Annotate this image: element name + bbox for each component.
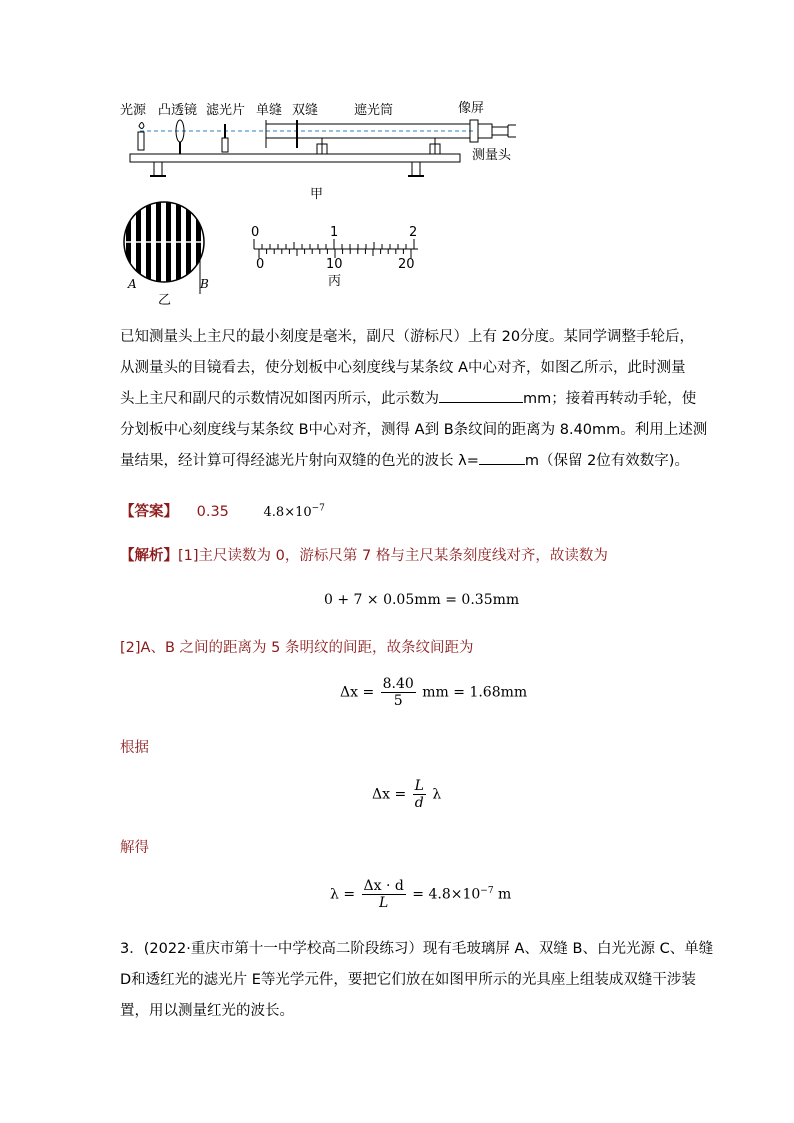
label-screen: 像屏 — [458, 101, 485, 116]
answer-value-2: $4.8\times 10^{-7}$ — [263, 503, 325, 520]
analysis-line-4: 解得 — [120, 840, 149, 856]
label-convex-lens: 凸透镜 — [158, 103, 198, 118]
main-scale-0: 0 — [251, 225, 260, 240]
label-B: B — [200, 277, 209, 291]
next-question-line-2: D和透红光的滤光片 E等光学元件，要把它们放在如图甲所示的光具座上组装成双缝干涉装 — [120, 972, 696, 988]
next-question-text — [120, 934, 714, 1027]
question-line-1: 已知测量头上主尺的最小刻度是毫米，副尺（游标尺）上有 20分度。某同学调整手轮后， — [120, 329, 695, 345]
label-light-source: 光源 — [120, 103, 147, 118]
equation-4: λ = $\frac{\Delta x \cdot d}{L}$ = $4.8\times 10^{-7}$ m — [330, 878, 512, 911]
fringe-view-diagram — [116, 200, 216, 310]
question-line-4: 分划板中心刻度线与某条纹 B中心对齐，测得 A到 B条纹间的距离为 8.40mm。利用上述测 — [120, 422, 708, 438]
analysis-label: 【解析】 — [120, 548, 178, 564]
next-question-line-1: 3．(2022·重庆市第十一中学校高二阶段练习）现有毛玻璃屏 A、双缝 B、白光光源 C、单缝 — [120, 941, 714, 957]
analysis-line-3: 根据 — [120, 740, 149, 756]
main-scale-1: 1 — [330, 225, 339, 240]
answer-blank-1 — [439, 388, 523, 403]
label-measuring-head: 测量头 — [472, 148, 512, 163]
answer-value-1: 0.35 — [196, 504, 229, 520]
question-line-3: 头上主尺和副尺的示数情况如图丙所示，此示数为 mm；接着再转动手轮，使 — [120, 384, 680, 415]
question-line-2: 从测量头的目镜看去，使分划板中心刻度线与某条纹 A中心对齐，如图乙所示，此时测量 — [120, 360, 686, 376]
vernier-scale-0: 0 — [256, 257, 265, 272]
label-bing: 丙 — [328, 274, 342, 289]
vernier-scale-diagram — [248, 222, 428, 294]
label-single-slit: 单缝 — [256, 103, 283, 118]
main-scale-ticks — [254, 239, 414, 249]
next-question-line-3: 置，用以测量红光的波长。 — [120, 1003, 294, 1019]
label-double-slit: 双缝 — [292, 103, 319, 118]
equation-3: Δx = $\frac{L}{d}$ λ — [372, 778, 442, 811]
apparatus-figure — [110, 96, 530, 206]
vernier-scale-20: 20 — [398, 257, 415, 272]
equation-2: Δx = $\frac{8.40}{5}$ mm = 1.68mm — [340, 676, 528, 709]
question-text — [120, 322, 708, 477]
answer-label: 【答案】 — [120, 504, 178, 520]
answer-row — [120, 500, 325, 521]
vernier-scale-10: 10 — [326, 257, 343, 272]
fringe-figure — [116, 200, 216, 310]
main-scale-2: 2 — [409, 225, 418, 240]
label-tube: 遮光筒 — [354, 103, 394, 118]
vernier-figure — [248, 222, 428, 294]
analysis-line-2: [2]A、B 之间的距离为 5 条明纹的间距，故条纹间距为 — [120, 640, 474, 656]
label-yi: 乙 — [158, 293, 172, 308]
label-jia: 甲 — [310, 187, 324, 202]
label-A: A — [128, 277, 137, 291]
answer-blank-2 — [479, 450, 525, 465]
label-filter: 滤光片 — [206, 103, 246, 118]
equation-1: 0 + 7 × 0.05mm = 0.35mm — [324, 592, 520, 608]
analysis-line-1: 【解析】[1]主尺读数为 0，游标尺第 7 格与主尺某条刻度线对齐，故读数为 — [120, 548, 608, 564]
question-line-5: 量结果，经计算可得经滤光片射向双缝的色光的波长 λ= m（保留 2位有效数字)。 — [120, 446, 680, 477]
optical-bench-diagram — [110, 96, 530, 206]
